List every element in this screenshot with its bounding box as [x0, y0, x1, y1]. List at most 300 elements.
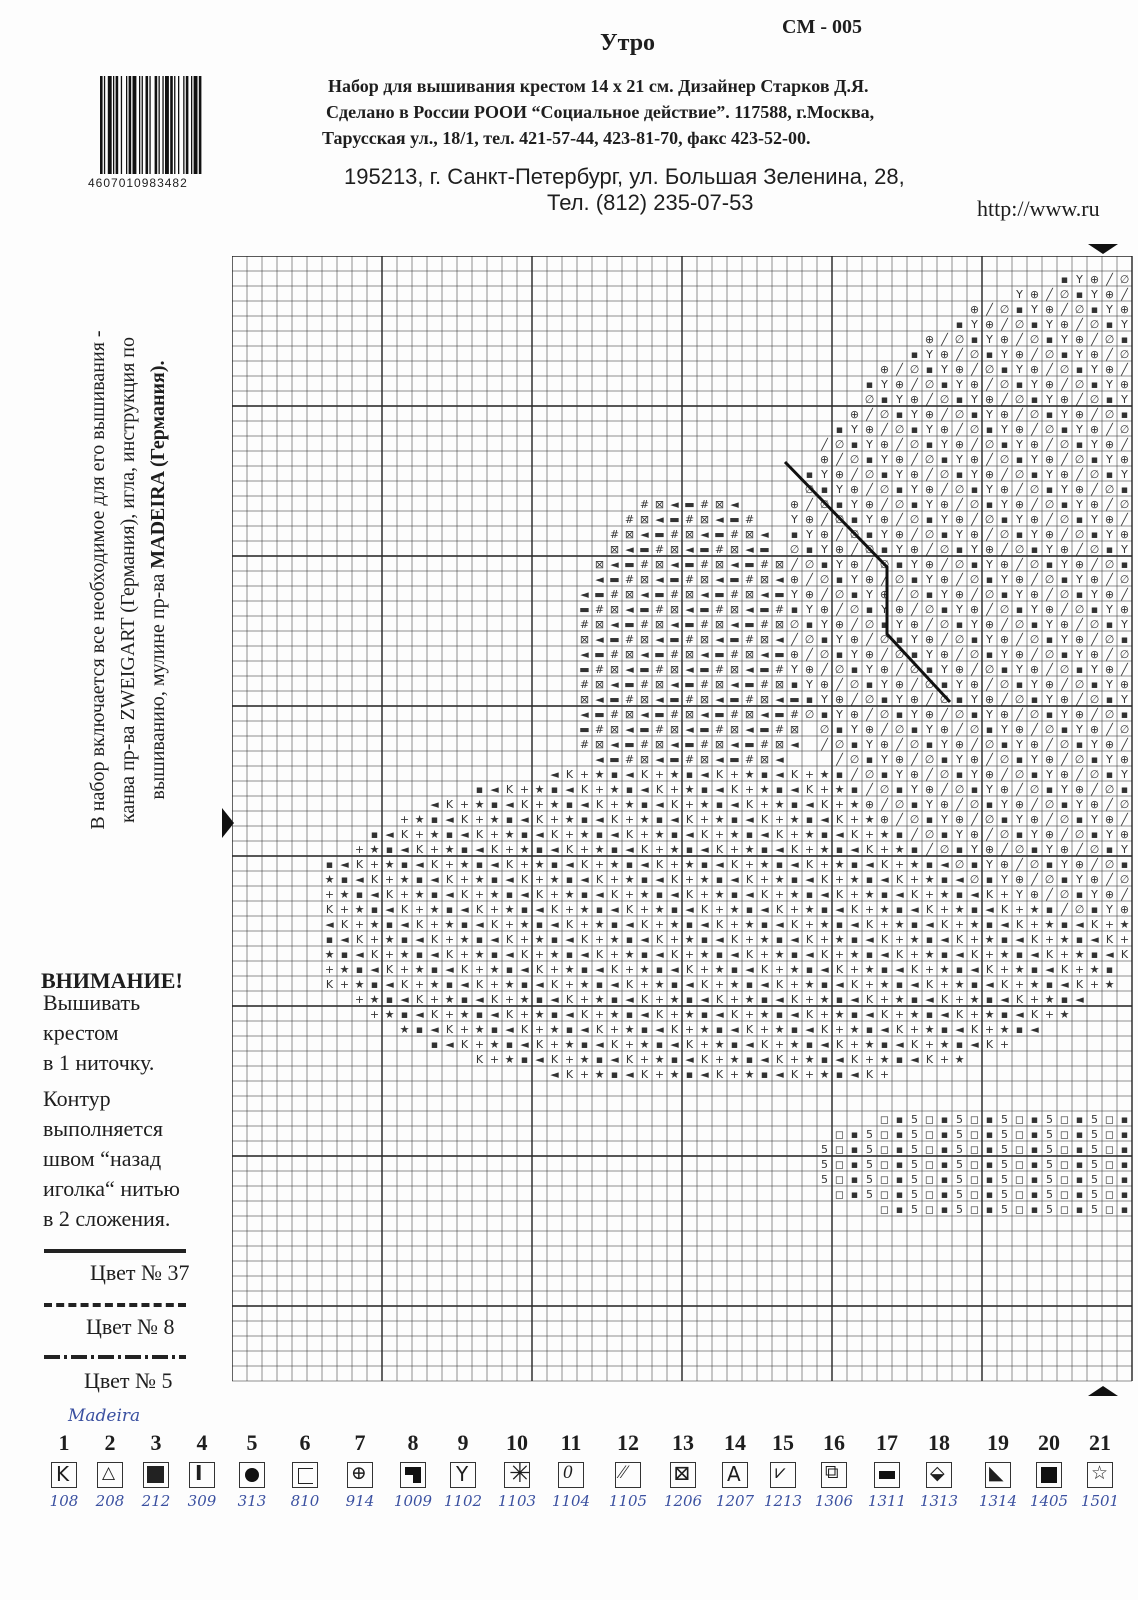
stitch-symbol: ▪ — [1075, 513, 1084, 526]
stitch-symbol: ▪ — [1105, 963, 1114, 976]
stitch-symbol: ★ — [354, 903, 365, 916]
stitch-symbol: + — [489, 903, 500, 916]
stitch-symbol: + — [429, 843, 440, 856]
stitch-symbol: ★ — [474, 1023, 485, 1036]
stitch-symbol: ★ — [549, 798, 560, 811]
stitch-symbol: ▪ — [595, 828, 604, 841]
stitch-symbol: ╱ — [956, 573, 963, 586]
stitch-symbol: ⊠ — [654, 558, 665, 571]
stitch-symbol: ⊠ — [744, 648, 755, 661]
stitch-symbol: Y — [1016, 513, 1023, 526]
legend-key-number: 12 — [617, 1430, 639, 1455]
stitch-symbol: 5 — [821, 1143, 828, 1156]
stitch-symbol: ▪ — [940, 1023, 949, 1036]
stitch-symbol: Y — [896, 393, 903, 406]
stitch-symbol: ╱ — [926, 543, 933, 556]
stitch-symbol: ◄ — [700, 528, 709, 541]
stitch-symbol: Y — [926, 723, 933, 736]
stitch-symbol: # — [729, 648, 740, 661]
stitch-symbol: ★ — [1029, 978, 1040, 991]
stitch-symbol: ★ — [984, 1008, 995, 1021]
stitch-symbol: ▪ — [940, 828, 949, 841]
stitch-symbol: ▪ — [850, 858, 859, 871]
stitch-symbol: Y — [911, 558, 918, 571]
stitch-symbol: ◄ — [850, 918, 859, 931]
stitch-symbol: K — [730, 783, 739, 796]
half-diamond-icon: ⬙ — [926, 1462, 952, 1488]
stitch-symbol: ★ — [789, 1038, 800, 1051]
stitch-symbol: ⊕ — [969, 453, 980, 466]
stitch-symbol: ▪ — [940, 1158, 949, 1171]
stitch-symbol: Y — [926, 573, 933, 586]
stitch-symbol: # — [729, 528, 740, 541]
stitch-symbol: 5 — [911, 1113, 918, 1126]
stitch-symbol: ⊕ — [939, 423, 950, 436]
stitch-symbol: # — [774, 603, 785, 616]
stitch-symbol: 5 — [956, 1203, 963, 1216]
stitch-symbol: ▪ — [955, 768, 964, 781]
stitch-symbol: ◄ — [400, 918, 409, 931]
stitch-symbol: ⊠ — [684, 588, 695, 601]
stitch-symbol: ▪ — [1030, 963, 1039, 976]
stitch-symbol: ⊕ — [1104, 663, 1115, 676]
stitch-symbol: ★ — [759, 1008, 770, 1021]
legend-key-code: 810 — [290, 1492, 320, 1510]
stitch-symbol: # — [624, 513, 635, 526]
stitch-symbol: Y — [926, 798, 933, 811]
legend-key-number: 19 — [987, 1430, 1009, 1455]
stitch-symbol: ◄ — [670, 618, 679, 631]
stitch-symbol: ◄ — [835, 903, 844, 916]
stitch-symbol: Y — [896, 693, 903, 706]
stitch-symbol: + — [729, 993, 740, 1006]
stitch-symbol: Y — [1091, 588, 1098, 601]
stitch-symbol: ⊕ — [1014, 573, 1025, 586]
star-icon: ☆ — [1087, 1462, 1113, 1488]
stitch-symbol: ╱ — [1091, 858, 1098, 871]
stitch-symbol: ▪ — [985, 348, 994, 361]
stitch-symbol: ▪ — [595, 978, 604, 991]
stitch-symbol: ◄ — [745, 663, 754, 676]
stitch-symbol: ▪ — [325, 858, 334, 871]
stitch-symbol: ▪ — [985, 1128, 994, 1141]
stitch-symbol: + — [909, 948, 920, 961]
stitch-symbol: ◄ — [835, 1053, 844, 1066]
stitch-symbol: K — [835, 963, 844, 976]
stitch-symbol: ∅ — [849, 528, 860, 541]
stitch-symbol: ◄ — [580, 588, 589, 601]
stitch-symbol: ◄ — [850, 993, 859, 1006]
stitch-symbol: ▪ — [1030, 693, 1039, 706]
dashed-line-sample — [44, 1303, 186, 1307]
stitch-symbol: ◄ — [670, 558, 679, 571]
stitch-symbol: ╱ — [1121, 738, 1128, 751]
stitch-symbol: Y — [1061, 483, 1068, 496]
legend-key-number: 6 — [299, 1430, 311, 1455]
stitch-symbol: + — [789, 978, 800, 991]
stitch-symbol: ★ — [909, 1008, 920, 1021]
stitch-symbol: K — [520, 798, 529, 811]
stitch-symbol: Y — [1076, 873, 1083, 886]
warning-line: швом “назад — [43, 1146, 162, 1171]
stitch-symbol: ◄ — [670, 678, 679, 691]
stitch-symbol: ╱ — [1091, 633, 1098, 646]
stitch-symbol: ◻ — [1014, 1158, 1025, 1171]
stitch-symbol: ▪ — [1060, 273, 1069, 286]
cross-stitch-chart — [232, 256, 1138, 1390]
stitch-symbol: ◻ — [1059, 1158, 1070, 1171]
stitch-symbol: ⊕ — [789, 498, 800, 511]
legend-key — [814, 1430, 854, 1510]
stitch-symbol: ▪ — [670, 978, 679, 991]
stitch-symbol: ◄ — [715, 858, 724, 871]
stitch-symbol: ╱ — [1046, 663, 1053, 676]
stitch-symbol: ◄ — [775, 693, 784, 706]
stitch-symbol: ⊕ — [1119, 303, 1130, 316]
stitch-symbol: + — [834, 948, 845, 961]
stitch-symbol: K — [865, 1068, 874, 1081]
stitch-symbol: # — [669, 528, 680, 541]
stitch-symbol: ∅ — [804, 558, 815, 571]
stitch-symbol: ▪ — [475, 933, 484, 946]
stitch-symbol: ▪ — [565, 873, 574, 886]
stitch-symbol: + — [804, 993, 815, 1006]
stitch-symbol: ◻ — [1059, 1173, 1070, 1186]
diamond-cross-icon: ⊕ — [347, 1462, 373, 1488]
stitch-symbol: + — [774, 1038, 785, 1051]
stitch-symbol: ★ — [534, 783, 545, 796]
legend-key-number: 9 — [457, 1430, 469, 1455]
stitch-symbol: ∅ — [924, 828, 935, 841]
stitch-symbol: ★ — [564, 1038, 575, 1051]
stitch-symbol: # — [774, 723, 785, 736]
stitch-symbol: + — [1014, 978, 1025, 991]
stitch-symbol: ╱ — [1031, 648, 1038, 661]
stitch-symbol: ◄ — [775, 918, 784, 931]
stitch-symbol: ⊕ — [1014, 498, 1025, 511]
y-symbol-icon: Y — [450, 1462, 476, 1488]
stitch-symbol: ◄ — [445, 1038, 454, 1051]
stitch-symbol: ★ — [624, 948, 635, 961]
stitch-symbol: ╱ — [806, 573, 813, 586]
stitch-symbol: # — [654, 603, 665, 616]
stitch-symbol: ▪ — [925, 588, 934, 601]
warning-line: крестом — [43, 1020, 119, 1045]
stitch-symbol: ◄ — [565, 1008, 574, 1021]
stitch-symbol: # — [714, 543, 725, 556]
stitch-symbol: K — [475, 903, 484, 916]
stitch-symbol: ▪ — [805, 963, 814, 976]
stitch-symbol: ⊕ — [1014, 873, 1025, 886]
stitch-symbol: ⊕ — [1104, 738, 1115, 751]
stitch-symbol: ★ — [579, 1053, 590, 1066]
stitch-symbol: ◄ — [685, 543, 694, 556]
stitch-symbol: K — [610, 1038, 619, 1051]
stitch-symbol: ⊠ — [729, 543, 740, 556]
stitch-symbol: ╱ — [1106, 798, 1113, 811]
stitch-symbol: Y — [926, 423, 933, 436]
warning-line: в 1 ниточку. — [43, 1050, 155, 1075]
stitch-symbol: ∅ — [864, 693, 875, 706]
stitch-symbol: K — [865, 918, 874, 931]
stitch-symbol: ⊕ — [954, 438, 965, 451]
stitch-symbol: ∅ — [954, 333, 965, 346]
stitch-symbol: ◄ — [775, 633, 784, 646]
stitch-symbol: ∅ — [939, 468, 950, 481]
stitch-symbol: K — [640, 843, 649, 856]
stitch-symbol: ◄ — [715, 783, 724, 796]
stitch-symbol: ★ — [639, 1038, 650, 1051]
legend-key-code: 1501 — [1080, 1492, 1120, 1510]
stitch-symbol: ╱ — [1061, 378, 1068, 391]
stitch-symbol: ▬ — [624, 558, 635, 571]
stitch-symbol: ∅ — [924, 603, 935, 616]
stitch-symbol: ▪ — [820, 1053, 829, 1066]
stitch-symbol: ▪ — [640, 798, 649, 811]
stitch-symbol: ◄ — [655, 633, 664, 646]
stitch-symbol: # — [579, 738, 590, 751]
stitch-symbol: ★ — [384, 858, 395, 871]
stitch-symbol: ▪ — [925, 933, 934, 946]
stitch-symbol: ◄ — [685, 978, 694, 991]
stitch-symbol: + — [579, 1068, 590, 1081]
stitch-symbol: ▪ — [835, 573, 844, 586]
stitch-symbol: ⊕ — [909, 468, 920, 481]
stitch-symbol: ★ — [669, 993, 680, 1006]
stitch-symbol: ⊕ — [849, 633, 860, 646]
stitch-symbol: + — [879, 843, 890, 856]
stitch-symbol: ⊕ — [819, 528, 830, 541]
stitch-symbol: ◄ — [685, 603, 694, 616]
stitch-symbol: ⊕ — [1029, 588, 1040, 601]
stitch-symbol: ╱ — [896, 738, 903, 751]
stitch-symbol: ▪ — [1030, 1173, 1039, 1186]
stitch-symbol: # — [699, 678, 710, 691]
stitch-symbol: ∅ — [969, 648, 980, 661]
stitch-symbol: ∅ — [1044, 573, 1055, 586]
stitch-symbol: ∅ — [1014, 618, 1025, 631]
stitch-symbol: ⊠ — [699, 753, 710, 766]
stitch-symbol: ▪ — [1030, 1143, 1039, 1156]
stitch-symbol: ★ — [954, 1053, 965, 1066]
stitch-symbol: K — [400, 903, 409, 916]
stitch-symbol: ◻ — [969, 1173, 980, 1186]
outline-color-label: Цвет № 37 — [90, 1260, 190, 1285]
stitch-symbol: ★ — [684, 1008, 695, 1021]
stitch-symbol: Y — [1091, 738, 1098, 751]
stitch-symbol: ◻ — [1104, 1113, 1115, 1126]
stitch-symbol: Y — [1091, 363, 1098, 376]
stitch-symbol: ◄ — [415, 1008, 424, 1021]
stitch-symbol: ★ — [879, 1053, 890, 1066]
stitch-symbol: ▪ — [940, 1113, 949, 1126]
stitch-symbol: ▪ — [895, 1143, 904, 1156]
stitch-symbol: ★ — [489, 1038, 500, 1051]
stitch-symbol: ╱ — [1031, 723, 1038, 736]
stitch-symbol: ▪ — [850, 1188, 859, 1201]
legend-key-number: 21 — [1089, 1430, 1111, 1455]
stitch-symbol: ★ — [414, 813, 425, 826]
stitch-symbol: ∅ — [924, 753, 935, 766]
stitch-symbol: ◻ — [1104, 1128, 1115, 1141]
stitch-symbol: ◄ — [625, 993, 634, 1006]
stitch-symbol: + — [564, 1053, 575, 1066]
stitch-symbol: # — [759, 738, 770, 751]
stitch-symbol: Y — [1106, 828, 1113, 841]
stitch-symbol: K — [445, 798, 454, 811]
stitch-symbol: # — [729, 588, 740, 601]
stitch-symbol: ◄ — [925, 918, 934, 931]
stitch-symbol: Y — [1016, 288, 1023, 301]
stitch-symbol: + — [519, 858, 530, 871]
stitch-symbol: Y — [1121, 693, 1128, 706]
stitch-symbol: ▪ — [895, 1113, 904, 1126]
stitch-symbol: ▪ — [730, 813, 739, 826]
stitch-symbol: ⊕ — [1119, 903, 1130, 916]
stitch-symbol: ▬ — [744, 678, 755, 691]
stitch-symbol: ▪ — [850, 663, 859, 676]
stitch-symbol: ▪ — [1000, 933, 1009, 946]
stitch-symbol: ∅ — [894, 498, 905, 511]
stitch-symbol: ╱ — [866, 708, 873, 721]
stitch-symbol: ▪ — [1030, 1128, 1039, 1141]
stitch-symbol: ⊕ — [1119, 753, 1130, 766]
stitch-symbol: ⊕ — [1044, 303, 1055, 316]
stitch-symbol: ★ — [534, 858, 545, 871]
stitch-symbol: ∅ — [894, 798, 905, 811]
stitch-symbol: Y — [1061, 333, 1068, 346]
stitch-symbol: K — [790, 768, 799, 781]
stitch-symbol: ◄ — [625, 723, 634, 736]
stitch-symbol: ╱ — [1046, 588, 1053, 601]
stitch-symbol: ◻ — [1104, 1203, 1115, 1216]
stitch-symbol: ▬ — [639, 723, 650, 736]
stitch-symbol: ⊕ — [924, 408, 935, 421]
stitch-symbol: ▪ — [655, 813, 664, 826]
stitch-symbol: ⊕ — [1044, 828, 1055, 841]
stitch-symbol: K — [700, 1053, 709, 1066]
stitch-symbol: 5 — [1091, 1143, 1098, 1156]
stitch-symbol: Y — [791, 588, 798, 601]
stitch-symbol: ╱ — [986, 603, 993, 616]
stitch-symbol: 5 — [821, 1158, 828, 1171]
outline-color-label: Цвет № 8 — [86, 1314, 175, 1339]
stitch-symbol: K — [625, 1053, 634, 1066]
stitch-symbol: ▪ — [970, 708, 979, 721]
legend-key — [340, 1430, 380, 1510]
stitch-symbol: ◄ — [1075, 918, 1084, 931]
stitch-symbol: 5 — [866, 1188, 873, 1201]
stitch-symbol: ▪ — [940, 1128, 949, 1141]
stitch-symbol: ∅ — [819, 648, 830, 661]
stitch-symbol: K — [595, 948, 604, 961]
stitch-symbol: ◄ — [775, 843, 784, 856]
stitch-symbol: Y — [1121, 393, 1128, 406]
stitch-symbol: + — [819, 783, 830, 796]
stitch-symbol: ∅ — [1014, 543, 1025, 556]
stitch-symbol: ▬ — [714, 708, 725, 721]
stitch-symbol: ╱ — [971, 738, 978, 751]
stitch-symbol: K — [475, 828, 484, 841]
stitch-symbol: ╱ — [986, 753, 993, 766]
stitch-symbol: ◄ — [955, 1023, 964, 1036]
stitch-symbol: ◄ — [565, 858, 574, 871]
stitch-symbol: K — [865, 843, 874, 856]
stitch-symbol: ╱ — [836, 528, 843, 541]
stitch-symbol: ▪ — [790, 873, 799, 886]
stitch-symbol: + — [384, 873, 395, 886]
stitch-symbol: ▪ — [505, 963, 514, 976]
stitch-symbol: ▪ — [1060, 873, 1069, 886]
stitch-symbol: ◄ — [715, 1008, 724, 1021]
stitch-symbol: ▪ — [820, 903, 829, 916]
stitch-symbol: ⊕ — [864, 423, 875, 436]
stitch-symbol: ▪ — [745, 978, 754, 991]
stitch-symbol: Y — [866, 663, 873, 676]
stitch-symbol: ◻ — [969, 1128, 980, 1141]
zero-slash-icon: 0 — [558, 1462, 584, 1488]
stitch-symbol: ∅ — [1104, 783, 1115, 796]
stitch-symbol: ▪ — [490, 873, 499, 886]
stitch-symbol: ★ — [849, 1023, 860, 1036]
stitch-symbol: K — [475, 978, 484, 991]
legend-key-code: 208 — [95, 1492, 125, 1510]
stitch-symbol: ◄ — [880, 948, 889, 961]
stitch-symbol: ∅ — [1029, 558, 1040, 571]
stitch-symbol: ◄ — [775, 993, 784, 1006]
kit-contents-block — [80, 250, 176, 910]
stitch-symbol: + — [1044, 933, 1055, 946]
stitch-symbol: ▬ — [684, 678, 695, 691]
stitch-symbol: ╱ — [1061, 828, 1068, 841]
stitch-symbol: ∅ — [1089, 618, 1100, 631]
stitch-symbol: ▬ — [789, 693, 800, 706]
legend-key — [551, 1430, 591, 1510]
stitch-symbol: # — [729, 708, 740, 721]
stitch-symbol: ▪ — [1015, 378, 1024, 391]
stitch-symbol: Y — [986, 408, 993, 421]
stitch-symbol: ◄ — [850, 843, 859, 856]
stitch-symbol: ▪ — [865, 453, 874, 466]
stitch-symbol: + — [429, 993, 440, 1006]
stitch-symbol: + — [759, 948, 770, 961]
stitch-symbol: ◻ — [1014, 1173, 1025, 1186]
stitch-symbol: ★ — [324, 948, 335, 961]
stitch-symbol: ▪ — [805, 468, 814, 481]
legend-key — [867, 1430, 907, 1510]
stitch-symbol: Y — [1091, 888, 1098, 901]
stitch-symbol: K — [880, 1008, 889, 1021]
stitch-symbol: ⊕ — [1119, 453, 1130, 466]
stitch-symbol: + — [504, 918, 515, 931]
stitch-symbol: ★ — [819, 993, 830, 1006]
stitch-symbol: + — [369, 933, 380, 946]
stitch-symbol: ╱ — [1016, 858, 1023, 871]
stitch-symbol: ⊕ — [1029, 813, 1040, 826]
stitch-symbol: + — [654, 993, 665, 1006]
stitch-symbol: K — [535, 1038, 544, 1051]
stitch-symbol: ∅ — [1074, 453, 1085, 466]
stitch-symbol: ▪ — [700, 858, 709, 871]
stitch-symbol: ★ — [879, 978, 890, 991]
stitch-symbol: + — [624, 888, 635, 901]
stitch-symbol: ∅ — [1089, 318, 1100, 331]
stitch-symbol: ╱ — [1076, 468, 1083, 481]
stitch-symbol: ▪ — [625, 783, 634, 796]
stitch-symbol: ★ — [714, 888, 725, 901]
stitch-symbol: ╱ — [866, 558, 873, 571]
stitch-symbol: # — [669, 708, 680, 721]
